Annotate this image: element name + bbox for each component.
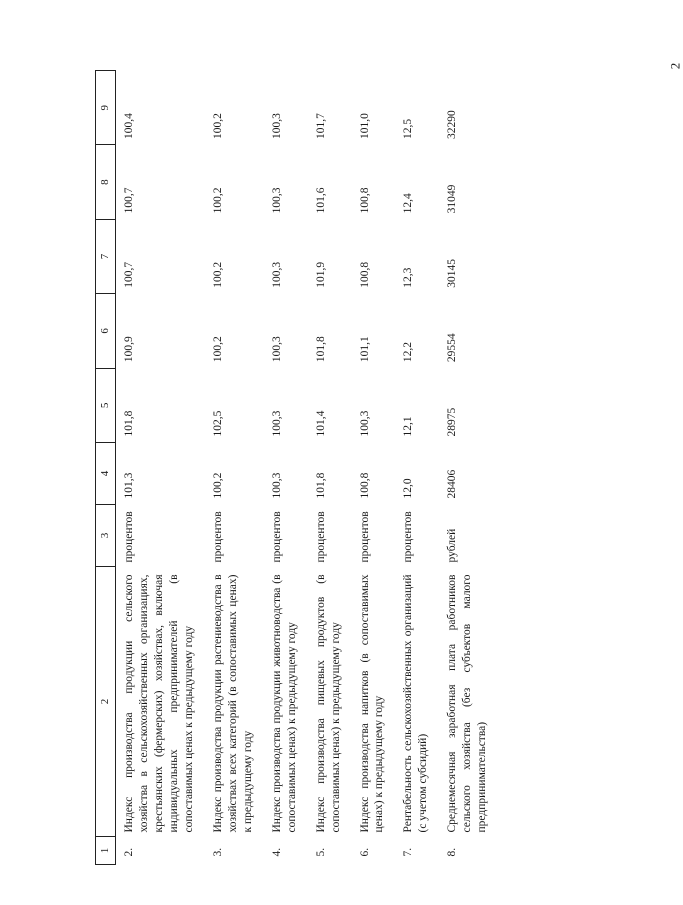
table-row (352, 71, 396, 865)
value-cell: 100,8 (358, 261, 371, 288)
column-header-4: 4 (96, 443, 116, 505)
unit-of-measure: процентов (314, 511, 327, 563)
value-cell: 101,3 (123, 472, 136, 499)
value-cell: 100,3 (270, 336, 283, 363)
value-cell: 100,2 (211, 261, 224, 288)
table-row (395, 71, 439, 865)
value-cell: 100,7 (123, 261, 136, 288)
column-header-5: 5 (96, 368, 116, 442)
page-number: 2 (667, 62, 683, 70)
table-row (116, 71, 205, 865)
value-cell: 100,8 (358, 187, 371, 214)
value-cell: 12,3 (402, 267, 415, 288)
row-number: 4. (270, 847, 283, 857)
value-cell: 101,8 (123, 410, 136, 437)
unit-of-measure: процентов (402, 511, 415, 563)
value-cell: 101,9 (314, 261, 327, 288)
column-header-1: 1 (96, 837, 116, 865)
row-number: 2. (123, 847, 136, 857)
value-cell: 100,3 (270, 113, 283, 139)
table-row (205, 71, 264, 865)
column-header-3: 3 (96, 505, 116, 567)
table-header (96, 71, 116, 865)
column-header-6: 6 (96, 294, 116, 368)
table-row (439, 71, 498, 865)
value-cell: 101,0 (358, 113, 371, 139)
table-row (264, 71, 308, 865)
value-cell: 102,5 (211, 410, 224, 437)
value-cell: 101,1 (358, 336, 371, 363)
value-cell: 28406 (446, 469, 459, 499)
indicator-name: Среднемесячная заработная плата работников сельского хозяйства (без субъектов малого предпринимательства) (446, 574, 489, 833)
row-number: 5. (314, 847, 327, 857)
value-cell: 100,3 (270, 261, 283, 288)
value-cell: 30145 (446, 258, 459, 288)
value-cell: 100,2 (211, 187, 224, 214)
value-cell: 101,6 (314, 187, 327, 214)
table-body (116, 71, 498, 865)
value-cell: 12,4 (402, 193, 415, 214)
indicators-table (95, 70, 498, 865)
value-cell: 100,7 (123, 187, 136, 214)
unit-of-measure: процентов (358, 511, 371, 563)
column-header-7: 7 (96, 219, 116, 293)
value-cell: 100,2 (211, 336, 224, 363)
unit-of-measure: процентов (270, 511, 283, 563)
table-row (308, 71, 352, 865)
row-number: 3. (211, 847, 224, 857)
column-header-8: 8 (96, 145, 116, 219)
value-cell: 100,4 (123, 113, 136, 139)
value-cell: 12,2 (402, 341, 415, 363)
value-cell: 100,2 (211, 113, 224, 139)
indicator-name: Индекс производства пищевых продуктов (в сопоставимых ценах) к предыдущему году (314, 574, 342, 833)
column-header-2: 2 (96, 567, 116, 837)
unit-of-measure: процентов (123, 511, 136, 563)
row-number: 8. (446, 847, 459, 857)
column-header-9: 9 (96, 71, 116, 145)
value-cell: 100,9 (123, 336, 136, 363)
unit-of-measure: рублей (446, 528, 459, 563)
value-cell: 32290 (446, 110, 459, 139)
value-cell: 31049 (446, 184, 459, 214)
value-cell: 100,3 (270, 410, 283, 437)
value-cell: 100,2 (211, 472, 224, 499)
value-cell: 101,7 (314, 113, 327, 139)
row-number: 6. (358, 847, 371, 857)
value-cell: 12,1 (402, 416, 415, 437)
header-row (96, 71, 116, 865)
indicator-name: Индекс производства напитков (в сопоставимых ценах) к предыдущему году (358, 574, 386, 833)
value-cell: 101,8 (314, 472, 327, 499)
value-cell: 101,8 (314, 336, 327, 363)
value-cell: 12,0 (402, 478, 415, 499)
indicator-name: Индекс производства продукции растениеводства в хозяйствах всех категорий (в сопоставимых ценах) к предыдущему году (211, 574, 254, 833)
value-cell: 28975 (446, 407, 459, 437)
value-cell: 100,3 (270, 187, 283, 214)
indicator-name: Индекс производства продукции сельского хозяйства в сельскохозяйственных организациях, крестьянских (фермерских) хозяйствах, включая индивидуальных предпринимателей (в сопоставимых ценах к предыдущему году (123, 574, 196, 833)
row-number: 7. (402, 847, 415, 857)
value-cell: 101,4 (314, 410, 327, 437)
indicator-name: Рентабельность сельскохозяйственных организаций (с учетом субсидий) (402, 574, 430, 833)
value-cell: 100,3 (270, 472, 283, 499)
indicator-name: Индекс производства продукции животноводства (в сопоставимых ценах) к предыдущему году (270, 574, 298, 833)
value-cell: 100,3 (358, 410, 371, 437)
value-cell: 100,8 (358, 472, 371, 499)
value-cell: 29554 (446, 333, 459, 363)
unit-of-measure: процентов (211, 511, 224, 563)
value-cell: 12,5 (402, 118, 415, 139)
